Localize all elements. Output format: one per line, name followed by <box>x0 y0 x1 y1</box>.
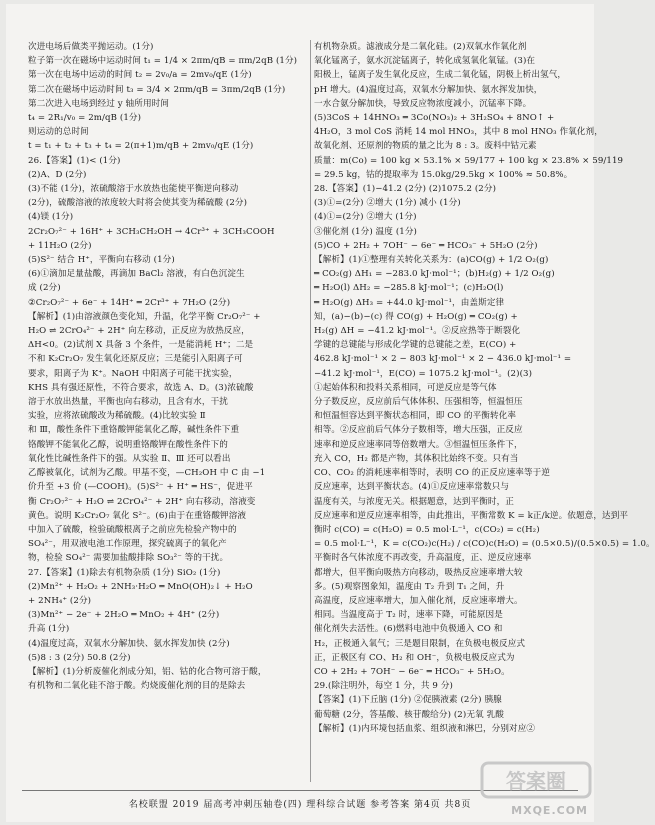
text-line: (5)3CoS + 14HNO₃ ═ 3Co(NO₃)₂ + 3H₂SO₄ + 8NO↑ + <box>314 113 555 124</box>
text-line: ③催化剂 (1分) 温度 (1分) <box>314 226 417 237</box>
text-line: = 0.5 mol·L⁻¹，K = c(CO₂)c(H₂) / c(CO)c(H₂O) = (0.5×0.5)/(0.5×0.5) = 1.0。 <box>314 539 655 550</box>
left-column <box>28 40 306 693</box>
text-line: 第二次进入电场到经过 y 轴所用时间 <box>28 98 170 109</box>
page-footer: 名校联盟 2019 届高考冲刺压轴卷(四) 理科综合试题 参考答案 第4页 共8页 <box>128 800 472 810</box>
text-line: 催化剂失去活性。(6)燃料电池中负极通入 CO 和 <box>314 624 503 635</box>
text-line: t₄ = 2R₁/v₀ = 2m/qB (1分) <box>28 113 142 124</box>
text-line: + 11H₂O (2分) <box>28 240 92 251</box>
text-line: 相同。当温度高于 T₂ 时，速率下降，可能原因是 <box>314 610 503 621</box>
text-line: 物，检验 SO₄²⁻ 需要加盐酸排除 SO₃²⁻ 等的干扰。 <box>28 553 229 564</box>
answer-sheet-page <box>6 4 655 822</box>
text-line: 乙醇被氧化，试剂为乙酸。甲基不变，—CH₂OH 中 C 由 −1 <box>28 468 266 479</box>
text-line: (2分)，硫酸溶液的浓度较大时将会使其变为稀硫酸 (2分) <box>28 198 248 209</box>
text-line: 速率和逆反应速率同等倍数增大。③恒温恒压条件下， <box>314 439 523 450</box>
text-line: 26.【答案】(1)< (1分) <box>28 155 121 166</box>
watermark-text: MXQE.COM <box>511 804 588 817</box>
column-divider <box>310 40 311 782</box>
text-line: 粒子第一次在磁场中运动时间 t₁ = 1/4 × 2πm/qB = πm/2qB (1分) <box>28 56 298 67</box>
text-line: 不和 K₂Cr₂O₇ 发生氧化还原反应；三是能引入阳离子可 <box>28 354 243 365</box>
text-line: (5)S²⁻ 结合 H⁺，平衡向右移动 (1分) <box>28 255 175 266</box>
text-line: 反应速率和逆反应速率相等，由此推出，平衡常数 K = k正/k逆。依题意，达到平 <box>314 510 629 521</box>
text-line: 4H₂O，3 mol CoS 消耗 14 mol HNO₃，其中 8 mol HNO₃ 作氧化剂， <box>314 127 603 138</box>
text-line: KHS 具有强还原性，不符合要求，故选 A、D。(3)浓硫酸 <box>28 382 254 393</box>
text-line: 充入 CO，H₂ 都是产物，其体积比始终不变。只有当 <box>314 453 519 464</box>
text-line: 【解析】(1)内环境包括血浆、组织液和淋巴，分别对应② <box>314 723 536 734</box>
text-line: 阳极上，锰离子发生氧化反应，生成二氧化锰，阴极上析出氢气， <box>314 70 567 81</box>
text-line: 和 Ⅲ，酸性条件下重铬酸钾能氧化乙醇，碱性条件下重 <box>28 425 240 436</box>
text-line: 温度有关，与浓度无关。根据题意，达到平衡时，正 <box>314 496 514 507</box>
text-line: 价升至 +3 价 (—COOH)。(5)S²⁻ + H⁺ ═ HS⁻，促进平 <box>28 482 253 493</box>
text-line: 【解析】(1)①整理有关转化关系为：(a)CO(g) + 1/2 O₂(g) <box>314 255 549 266</box>
text-line: 分子数反应，反应前后气体体积、压强相等，恒温恒压 <box>314 397 523 408</box>
text-line: 第二次在磁场中运动时间 t₃ = 3/4 × 2πm/qB = 3πm/2qB (1分) <box>28 84 286 95</box>
text-line: 知，(a)−(b)−(c) 得 CO(g) + H₂O(g) ═ CO₂(g) + <box>314 311 518 322</box>
text-line: 平衡时各气体浓度不再改变，升高温度，正、逆反应速率 <box>314 553 532 564</box>
text-line: 相等。②反应前后气体分子数相等，增大压强，正反应 <box>314 425 523 436</box>
text-line: 质量：m(Co) = 100 kg × 53.1% × 59/177 + 100 kg × 23.8% × 59/119 <box>314 155 624 166</box>
text-line: + 2NH₄⁺ (2分) <box>28 595 92 606</box>
text-line: 27.【答案】(1)除去有机物杂质 (1分) SiO₂ (1分) <box>28 567 221 578</box>
text-line: H₂(g) ΔH = −41.2 kJ·mol⁻¹。②反应热等于断裂化 <box>314 326 521 337</box>
text-line: pH 增大。(4)温度过高，双氧水分解加快、氨水挥发加快， <box>314 84 543 95</box>
text-line: 氧化性比碱性条件下的强。从实验 Ⅱ、Ⅲ 还可以看出 <box>28 453 231 464</box>
text-line: SO₄²⁻，用双液电池工作原理，探究硫离子的氧化产 <box>28 539 227 550</box>
text-line: 氧化锰离子，氨水沉淀锰离子，转化成氢氧化氧锰。(3)在 <box>314 56 536 67</box>
text-line: t = t₁ + t₂ + t₃ + t₄ = 2(π+1)m/qB + 2mv₀/qE (1分) <box>28 141 254 152</box>
text-line: 第一次在电场中运动的时间 t₂ = 2v₀/a = 2mv₀/qE (1分) <box>28 70 252 81</box>
text-line: (6)①滴加足量盐酸，再滴加 BaCl₂ 溶液，有白色沉淀生 <box>28 269 245 280</box>
text-line: 溶于水放出热量，平衡也向右移动，且含有水，干扰 <box>28 397 228 408</box>
text-line: 高温度，反应速率增大，加入催化剂，反应速率增大。 <box>314 595 523 606</box>
text-line: 都增大，但平衡向吸热方向移动，吸热反应速率增大较 <box>314 567 523 578</box>
text-line: (4)温度过高，双氧水分解加快、氨水挥发加快 (2分) <box>28 638 230 649</box>
text-line: 故氧化剂、还原剂的物质的量之比为 8 : 3。废料中钴元素 <box>314 141 537 152</box>
text-line: 铬酸钾不能氧化乙醇，说明重铬酸钾在酸性条件下的 <box>28 439 228 450</box>
text-line: ═ CO₂(g) ΔH₁ = −283.0 kJ·mol⁻¹；(b)H₂(g) + 1/2 O₂(g) <box>314 269 555 280</box>
right-column <box>314 40 655 736</box>
text-line: 衡时 c(CO) = c(H₂O) = 0.5 mol·L⁻¹，c(CO₂) = c(H₂) <box>314 524 540 535</box>
text-line: ═ H₂O(l) ΔH₂ = −285.8 kJ·mol⁻¹；(c)H₂O(l) <box>314 283 504 294</box>
text-line: CO、CO₂ 的消耗速率相等时，表明 CO 的正反应速率等于逆 <box>314 468 551 479</box>
text-line: 【解析】(1)分析废催化剂成分知，铝、钴的化合物可溶于酸， <box>28 666 267 677</box>
text-line: 则运动的总时间 <box>28 127 89 138</box>
text-line: 实验，应将浓硫酸改为稀硫酸。(4)比较实验 Ⅱ <box>28 411 206 422</box>
text-line: 【解析】(1)由溶液颜色变化知，升温，化学平衡 Cr₂O₇²⁻ + <box>28 311 261 322</box>
text-line: 【答案】(1)下丘脑 (1分) ②促胰液素 (2分) 胰腺 <box>314 695 502 706</box>
text-line: 葡萄糖 (2分，答基酸、核苷酸给分) (2)无氧 乳酸 <box>314 709 504 720</box>
text-line: 正，正极区有 CO、H₂ 和 OH⁻，负极电极反应式为 <box>314 652 515 663</box>
text-line: (4)①=(2分) ②增大 (1分) <box>314 212 417 223</box>
text-line: CO + 2H₂ + 7OH⁻ − 6e⁻ ═ HCO₃⁻ + 5H₂O。 <box>314 666 510 677</box>
text-line: 29.(除注明外，每空 1 分，共 9 分) <box>314 681 453 692</box>
svg-text:答案圈: 答案圈 <box>506 769 566 793</box>
text-line: 462.8 kJ·mol⁻¹ × 2 − 803 kJ·mol⁻¹ × 2 − 436.0 kJ·mol⁻¹ = <box>314 354 572 365</box>
text-line: (3)①=(2分) ②增大 (1分) 减小 (1分) <box>314 198 461 209</box>
text-line: (2)Mn²⁺ + H₂O₂ + 2NH₃·H₂O ═ MnO(OH)₂↓ + H₂O <box>28 581 253 592</box>
text-line: H₂，正极通入氧气；三是题目限制，在负极电极反应式 <box>314 638 526 649</box>
text-line: (5)8 : 3 (2分) 50.8 (2分) <box>28 652 131 663</box>
text-line: 28.【答案】(1)−41.2 (2分) (2)1075.2 (2分) <box>314 184 497 195</box>
text-line: (3)Mn²⁺ − 2e⁻ + 2H₂O ═ MnO₂ + 4H⁺ (2分) <box>28 610 220 621</box>
text-line: (3)不能 (1分)，浓硫酸溶于水放热也能使平衡逆向移动 <box>28 184 239 195</box>
text-line: 升高 (1分) <box>28 624 70 635</box>
text-line: 学键的总键能与形成化学键的总键能之差，E(CO) + <box>314 340 517 351</box>
text-line: 黄色。说明 K₂Cr₂O₇ 氧化 S²⁻。(6)由于在重铬酸钾溶液 <box>28 510 247 521</box>
text-line: 要求，阳离子为 K⁺。NaOH 中阳离子可能干扰实验， <box>28 368 238 379</box>
text-line: 反应速率，达到平衡状态。(4)①反应速率常数只与 <box>314 482 510 493</box>
text-line: 有机物杂质。滤液成分是二氧化硅。(2)双氧水作氧化剂 <box>314 42 527 52</box>
text-line: (2)A、D (2分) <box>28 169 87 180</box>
text-line: 次进电场后做类平抛运动。(1分) <box>28 42 154 52</box>
text-line: 一水合氨分解加快，导致反应物浓度减小，沉锰率下降。 <box>314 98 532 109</box>
text-line: 2Cr₂O₇²⁻ + 16H⁺ + 3CH₃CH₂OH → 4Cr³⁺ + 3CH₃COOH <box>28 226 275 237</box>
text-line: 多。(5)观察图象知，温度由 T₂ 升到 T₁ 之间，升 <box>314 581 505 592</box>
text-line: ΔH<0。(2)试剂 X 具备 3 个条件，一是能消耗 H⁺；二是 <box>28 340 254 351</box>
text-line: (4)镁 (1分) <box>28 212 74 223</box>
text-line: H₂O ⇌ 2CrO₄²⁻ + 2H⁺ 向左移动，正反应为放热反应， <box>28 326 250 337</box>
text-line: 有机物和二氧化硅不溶于酸。灼烧废催化剂的目的是除去 <box>28 681 246 692</box>
text-line: 和恒温恒容达到平衡状态相同，即 CO 的平衡转化率 <box>314 411 517 422</box>
text-line: ═ H₂O(g) ΔH₃ = +44.0 kJ·mol⁻¹，由盖斯定律 <box>314 297 505 308</box>
text-line: −41.2 kJ·mol⁻¹，E(CO) = 1075.2 kJ·mol⁻¹。(2)(3) <box>314 368 533 379</box>
text-line: = 29.5 kg，钴的提取率为 15.0kg/29.5kg × 100% ≈ 50.8%。 <box>314 169 573 180</box>
text-line: ①起始体积和投料关系相同，可逆反应是等气体 <box>314 382 497 393</box>
text-line: ②Cr₂O₇²⁻ + 6e⁻ + 14H⁺ ═ 2Cr³⁺ + 7H₂O (2分) <box>28 297 231 308</box>
text-line: 中加入了硫酸，检验硫酸根离子之前应先检验产物中的 <box>28 524 237 535</box>
text-line: 衡 Cr₂O₇²⁻ + H₂O ⇌ 2CrO₄²⁻ + 2H⁺ 向右移动，溶液变 <box>28 496 256 507</box>
text-line: (5)CO + 2H₂ + 7OH⁻ − 6e⁻ ═ HCO₃⁻ + 5H₂O (2分) <box>314 240 538 251</box>
text-line: 成 (2分) <box>28 283 61 294</box>
